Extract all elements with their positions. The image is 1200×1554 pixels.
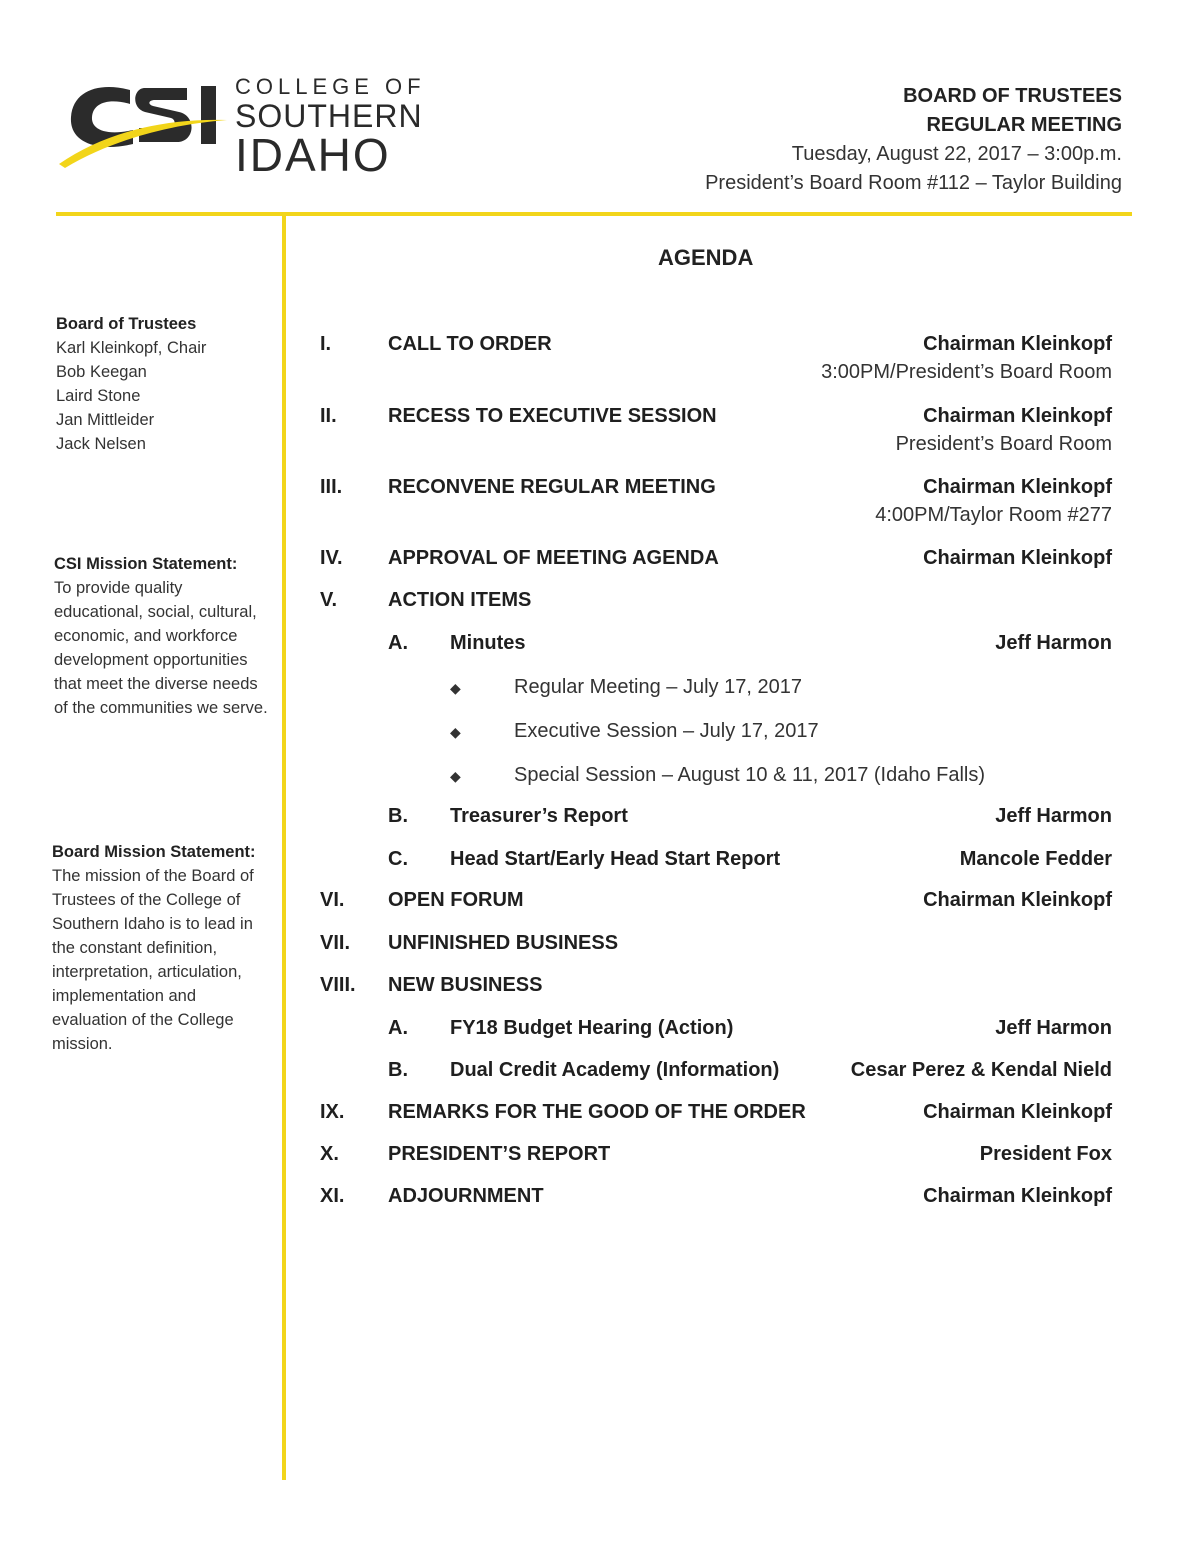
item-presenter: Jeff Harmon (995, 805, 1112, 827)
meeting-title-regular: REGULAR MEETING (926, 114, 1122, 136)
meeting-title-board: BOARD OF TRUSTEES (903, 85, 1122, 107)
minutes-bullet (450, 676, 1110, 706)
trustees-heading: Board of Trustees (56, 315, 197, 333)
item-note: 3:00PM/President’s Board Room (821, 361, 1112, 383)
item-number: X. (320, 1143, 339, 1165)
agenda-item-remarks (320, 1101, 1112, 1131)
minutes-bullet (450, 764, 1110, 794)
item-presenter: President Fox (979, 1143, 1112, 1165)
subitem-label: Dual Credit Academy (Information) (450, 1059, 780, 1081)
trustee-name: Jack Nelsen (56, 435, 146, 453)
diamond-bullet-icon: ◆ (450, 724, 461, 740)
item-label: ACTION ITEMS (388, 589, 532, 611)
agenda-item-adjournment (320, 1185, 1112, 1215)
item-number: II. (320, 405, 337, 427)
subitem-letter: A. (388, 1017, 408, 1039)
agenda-item-reconvene (320, 476, 1112, 526)
minutes-bullet (450, 720, 1110, 750)
item-number: III. (320, 476, 343, 498)
agenda-subitem-treasurer (320, 805, 1112, 835)
csi-logo (55, 72, 435, 182)
sidebar-divider (282, 212, 286, 1480)
logo-wordmark (235, 74, 426, 181)
csi-mission-text: To provide quality educational, social, cultural, economic, and workforce development opportunities that meet the diverse needs of the communities we serve. (54, 579, 268, 717)
agenda-item-open-forum (320, 889, 1112, 919)
csi-logo-mark-icon (55, 72, 230, 182)
item-number: VIII. (320, 974, 356, 996)
item-number: V. (320, 589, 338, 611)
subitem-letter: B. (388, 805, 408, 827)
agenda-title: AGENDA (658, 245, 754, 270)
item-label: CALL TO ORDER (388, 333, 552, 355)
subitem-label: FY18 Budget Hearing (Action) (450, 1017, 734, 1039)
item-number: IV. (320, 547, 343, 569)
item-presenter: Chairman Kleinkopf (923, 405, 1112, 427)
item-label: RECESS TO EXECUTIVE SESSION (388, 405, 717, 427)
csi-mission-block (54, 552, 274, 720)
meeting-datetime: Tuesday, August 22, 2017 – 3:00p.m. (791, 143, 1122, 165)
agenda-item-action-items (320, 589, 1112, 619)
item-label: APPROVAL OF MEETING AGENDA (388, 547, 719, 569)
item-presenter: Jeff Harmon (995, 632, 1112, 654)
board-mission-heading: Board Mission Statement: (52, 843, 256, 861)
item-label: OPEN FORUM (388, 889, 524, 911)
board-mission-block (52, 840, 272, 1056)
item-label: NEW BUSINESS (388, 974, 543, 996)
item-presenter: Chairman Kleinkopf (923, 1185, 1112, 1207)
diamond-bullet-icon: ◆ (450, 768, 461, 784)
item-label: REMARKS FOR THE GOOD OF THE ORDER (388, 1101, 806, 1123)
logo-line-idaho: IDAHO (235, 129, 391, 181)
subitem-label: Minutes (450, 632, 526, 654)
item-presenter: Jeff Harmon (995, 1017, 1112, 1039)
agenda-item-unfinished-business (320, 932, 1112, 962)
agenda-item-recess (320, 405, 1112, 455)
item-presenter: Chairman Kleinkopf (923, 1101, 1112, 1123)
bullet-text: Executive Session – July 17, 2017 (514, 720, 819, 742)
item-number: VII. (320, 932, 351, 954)
item-number: IX. (320, 1101, 345, 1123)
item-label: RECONVENE REGULAR MEETING (388, 476, 716, 498)
item-number: VI. (320, 889, 345, 911)
agenda-subitem-dual-credit (320, 1059, 1112, 1089)
trustee-name: Karl Kleinkopf, Chair (56, 339, 207, 357)
item-label: PRESIDENT’S REPORT (388, 1143, 611, 1165)
meeting-header (705, 82, 1122, 198)
agenda-subitem-budget-hearing (320, 1017, 1112, 1047)
item-presenter: Cesar Perez & Kendal Nield (850, 1059, 1112, 1081)
item-presenter: Chairman Kleinkopf (923, 476, 1112, 498)
item-label: UNFINISHED BUSINESS (388, 932, 619, 954)
logo-line-southern: SOUTHERN (235, 98, 423, 134)
agenda-item-presidents-report (320, 1143, 1112, 1173)
item-presenter: Chairman Kleinkopf (923, 889, 1112, 911)
logo-line-college-of: COLLEGE OF (235, 74, 426, 99)
subitem-letter: B. (388, 1059, 408, 1081)
item-presenter: Chairman Kleinkopf (923, 547, 1112, 569)
item-number: I. (320, 333, 332, 355)
board-mission-text: The mission of the Board of Trustees of the College of Southern Idaho is to lead in the constant definition, interpretation, articulation, implementation and evaluation of the College mission. (52, 867, 254, 1053)
diamond-bullet-icon: ◆ (450, 680, 461, 696)
meeting-location: President’s Board Room #112 – Taylor Building (705, 172, 1122, 194)
item-number: XI. (320, 1185, 345, 1207)
item-presenter: Mancole Fedder (959, 848, 1112, 870)
header-divider (56, 212, 1132, 216)
agenda-item-call-to-order (320, 333, 1112, 383)
agenda-item-new-business (320, 974, 1112, 1004)
subitem-label: Treasurer’s Report (450, 805, 628, 827)
bullet-text: Regular Meeting – July 17, 2017 (514, 676, 802, 698)
agenda-subitem-minutes (320, 632, 1112, 662)
item-note: President’s Board Room (895, 433, 1112, 455)
item-note: 4:00PM/Taylor Room #277 (875, 504, 1112, 526)
trustees-block (56, 312, 206, 456)
subitem-label: Head Start/Early Head Start Report (450, 848, 781, 870)
trustee-name: Bob Keegan (56, 363, 147, 381)
csi-mission-heading: CSI Mission Statement: (54, 555, 238, 573)
item-label: ADJOURNMENT (388, 1185, 544, 1207)
subitem-letter: C. (388, 848, 408, 870)
agenda-subitem-head-start (320, 848, 1112, 878)
trustee-name: Laird Stone (56, 387, 141, 405)
subitem-letter: A. (388, 632, 408, 654)
agenda-item-approval (320, 547, 1112, 577)
bullet-text: Special Session – August 10 & 11, 2017 (Idaho Falls) (514, 764, 986, 786)
item-presenter: Chairman Kleinkopf (923, 333, 1112, 355)
trustee-name: Jan Mittleider (56, 411, 155, 429)
